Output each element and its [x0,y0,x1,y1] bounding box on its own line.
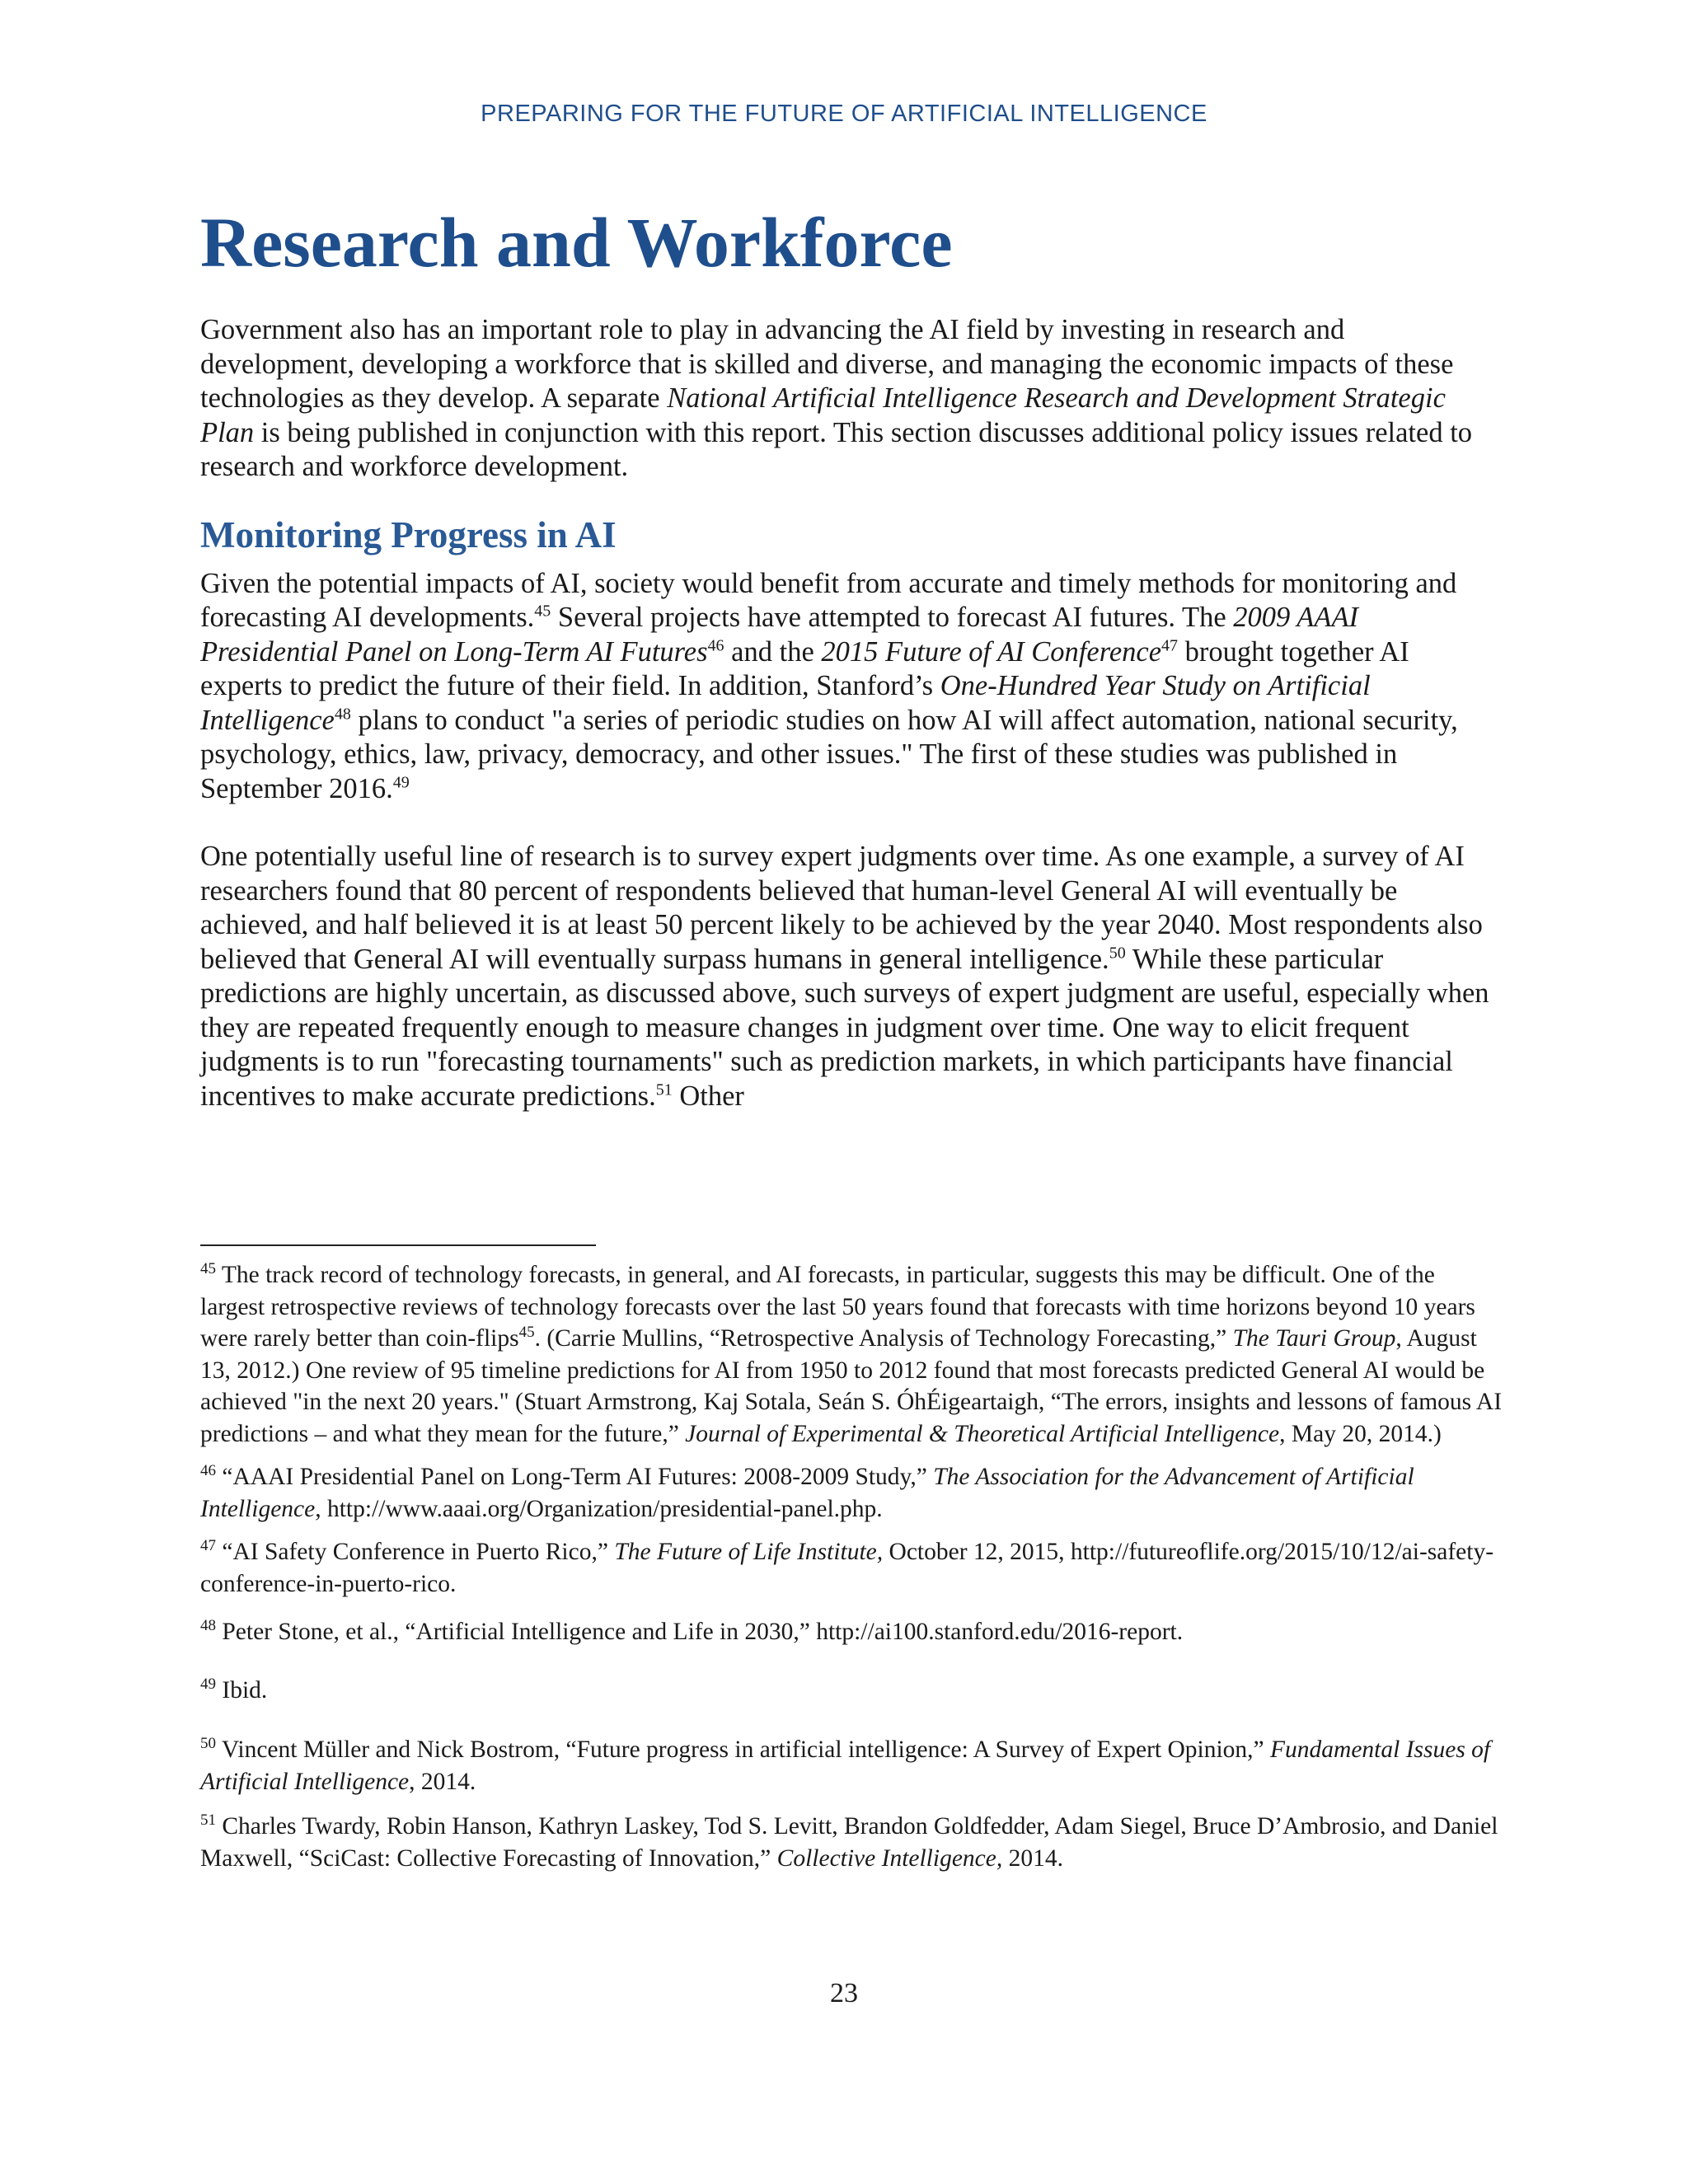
main-content [200,191,1494,1113]
footnote-45: $^{45}$ The track record of technology forecasts, in general, and AI forecasts, in particular, suggests this may be difficult. One of the largest retrospective reviews of technology forecasts over the last 50 years found that forecasts with time horizons beyond 10 years were rarely better than coin-flips$^{45}$. (Carrie Mullins, “Retrospective Analysis of Technology Forecasting,” The Tauri Group, August 13, 2012.) One review of 95 timeline predictions for AI from 1950 to 2012 found that most forecasts predicted General AI would be achieved "in the next 20 years." (Stuart Armstrong, Kaj Sotala, Seán S. ÓhÉigeartaigh, “The errors, insights and lessons of famous AI predictions – and what they mean for the future,” Journal of Experimental & Theoretical Artificial Intelligence, May 20, 2014.) [200,1260,1503,1447]
footnote-ref-50[interactable]: 50 [1109,944,1126,962]
footnote-ref-48[interactable]: 48 [334,705,351,723]
footnote-ref-46[interactable]: 46 [707,636,724,654]
footnotes [200,1259,1503,1874]
footnote-ref-51[interactable]: 51 [655,1080,673,1099]
monitoring-paragraph-1: Given the potential impacts of AI, society would benefit from accurate and timely methods for monitoring and forecasting AI developments.$^{45}$ Several projects have attempted to forecast AI futures. The 2009 AAAI Presidential Panel on Long-Term AI Futures$^{46}$ and the 2015 Future of AI Conference$^{47}$ brought together AI experts to predict the future of their field. In addition, Stanford’s One-Hundred Year Study on Artificial Intelligence$^{48}$ plans to conduct "a series of periodic studies on how AI will affect automation, national security, psychology, ethics, law, privacy, democracy, and other issues." The first of these studies was published in September 2016.49 [200,567,1458,804]
footnote-ref-47[interactable]: 47 [1161,636,1179,654]
page-number: 23 [830,1978,858,2008]
footnote-50: $^{50}$ Vincent Müller and Nick Bostrom, “Future progress in artificial intelligence: A Survey of Expert Opinion,” Fundamental Issues of Artificial Intelligence, 2014. [200,1735,1491,1795]
footnote-49: $^{49}$ Ibid. [200,1675,268,1704]
footnote-ref-49[interactable]: 49 [392,773,410,791]
intro-paragraph: Government also has an important role to play in advancing the AI field by investing in research and development, developing a workforce that is skilled and diverse, and managing the economic impacts of these technologies as they develop. A separate National Artificial Intelligence Research and Development Strategic Plan is being published in conjunction with this report. This section discusses additional policy issues related to research and workforce development. [200,314,1473,482]
footnote-ref-45[interactable]: 45 [534,602,551,621]
section-title: Research and Workforce [200,203,953,282]
monitoring-paragraph-2: One potentially useful line of research is to survey expert judgments over time. As one example, a survey of AI researchers found that 80 percent of respondents believed that human-level General AI will eventually be achieved, and half believed it is at least 50 percent likely to be achieved by the year 2040. Most respondents also believed that General AI will eventually surpass humans in general intelligence.$^{50}$ While these particular predictions are highly uncertain, as discussed above, such surveys of expert judgment are useful, especially when they are repeated frequently enough to measure changes in judgment over time. One way to elicit frequent judgments is to run "forecasting tournaments" such as prediction markets, in which participants have financial incentives to make accurate predictions.$^{51}$ Other [200,841,1489,1112]
footnote-separator [200,1244,596,1246]
footnote-47: $^{47}$ “AI Safety Conference in Puerto Rico,” The Future of Life Institute, October 12, 2015, http://futureoflife.org/2015/10/12/ai-safety-conference-in-puerto-rico. [200,1537,1494,1597]
footnote-51: $^{51}$ Charles Twardy, Robin Hanson, Kathryn Laskey, Tod S. Levitt, Brandon Goldfedder, Adam Siegel, Bruce D’Ambrosio, and Daniel Maxwell, “SciCast: Collective Forecasting of Innovation,” Collective Intelligence, 2014. [200,1811,1498,1872]
strategic-plan-title: National Artificial Intelligence Research and Development Strategic Plan [200,382,1446,448]
footnote-46: $^{46}$ “AAAI Presidential Panel on Long-Term AI Futures: 2008-2009 Study,” The Association for the Advancement of Artificial Intelligence, http://www.aaai.org/Organization/presidential-panel.php. [200,1462,1414,1522]
footnote-48: $^{48}$ Peter Stone, et al., “Artificial Intelligence and Life in 2030,” http://ai100.stanford.edu/2016-report. [200,1617,1184,1645]
running-header: PREPARING FOR THE FUTURE OF ARTIFICIAL INTELLIGENCE [481,101,1207,127]
subsection-title: Monitoring Progress in AI [200,513,617,555]
